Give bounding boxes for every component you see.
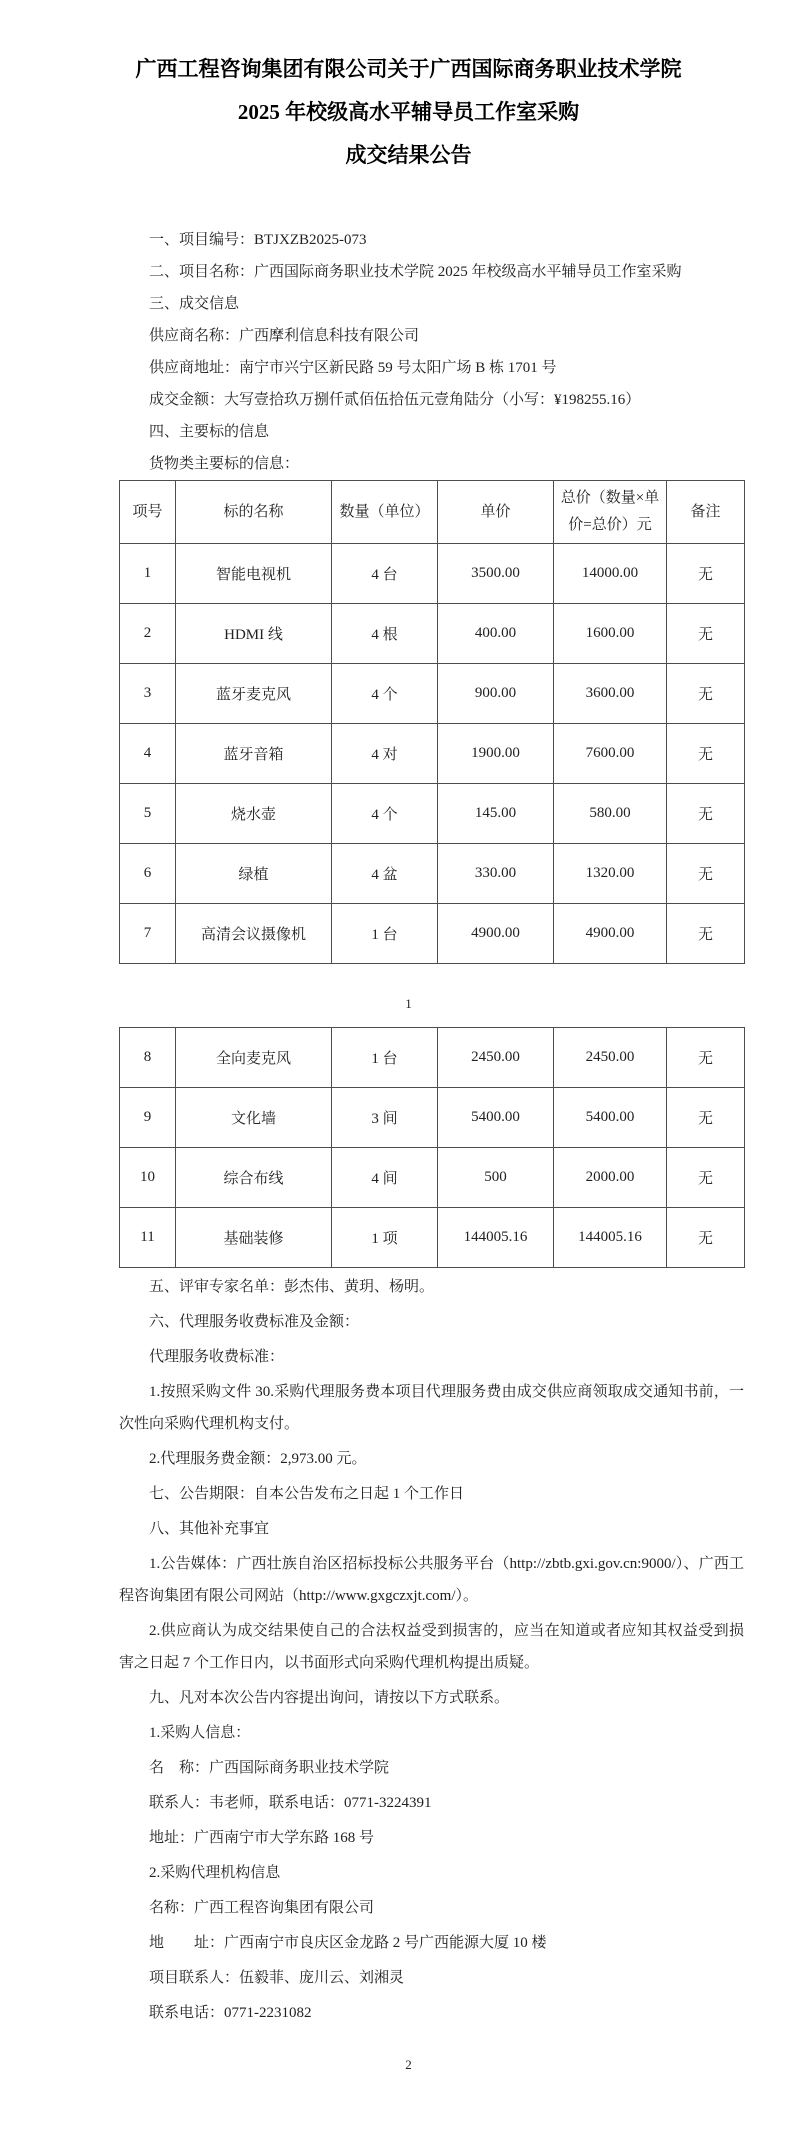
agency-phone-line: 联系电话：0771-2231082: [149, 2005, 312, 2021]
table-header-row: [120, 481, 745, 544]
project-name-line: 二、项目名称：广西国际商务职业技术学院 2025 年校级高水平辅导员工作室采购: [149, 264, 682, 280]
cell-unit-price: 1900.00: [438, 724, 554, 784]
cell-unit-price: 144005.16: [438, 1208, 554, 1268]
cell-item-no: 10: [120, 1148, 176, 1208]
goods-table-page2: [119, 1027, 745, 1268]
cell-unit-price: 3500.00: [438, 544, 554, 604]
cell-quantity: 4 个: [332, 784, 438, 844]
col-header-quantity: 数量（单位）: [332, 481, 438, 544]
supplier-name-line: 供应商名称：广西摩利信息科技有限公司: [149, 328, 420, 344]
goods-table-page1: [119, 480, 745, 964]
table-row: [120, 904, 745, 964]
intro-section: [119, 224, 744, 480]
cell-item-no: 5: [120, 784, 176, 844]
cell-item-name: 文化墙: [176, 1088, 332, 1148]
cell-quantity: 4 个: [332, 664, 438, 724]
cell-remark: 无: [667, 1208, 745, 1268]
cell-total-price: 7600.00: [554, 724, 667, 784]
agency-info-heading: 2.采购代理机构信息: [149, 1865, 281, 1881]
goods-info-label: 货物类主要标的信息：: [149, 456, 300, 472]
cell-item-name: 全向麦克风: [176, 1028, 332, 1088]
cell-item-name: 蓝牙麦克风: [176, 664, 332, 724]
col-header-total-price: 总价（数量×单价=总价）元: [554, 481, 667, 544]
cell-total-price: 580.00: [554, 784, 667, 844]
agency-address-line: 地 址：广西南宁市良庆区金龙路 2 号广西能源大厦 10 楼: [149, 1935, 547, 1951]
cell-total-price: 4900.00: [554, 904, 667, 964]
cell-quantity: 4 间: [332, 1148, 438, 1208]
purchaser-contact-line: 联系人：韦老师，联系电话：0771-3224391: [149, 1795, 432, 1811]
cell-quantity: 4 盆: [332, 844, 438, 904]
table-row: [120, 544, 745, 604]
cell-item-no: 8: [120, 1028, 176, 1088]
cell-total-price: 2000.00: [554, 1148, 667, 1208]
cell-remark: 无: [667, 904, 745, 964]
details-section: [119, 1271, 744, 2029]
announcement-period-line: 七、公告期限：自本公告发布之日起 1 个工作日: [149, 1486, 465, 1502]
experts-line: 五、评审专家名单：彭杰伟、黄玥、杨明。: [149, 1279, 435, 1295]
agency-name-line: 名称：广西工程咨询集团有限公司: [149, 1900, 375, 1916]
agency-fee-heading: 六、代理服务收费标准及金额：: [149, 1314, 360, 1330]
document-title: [73, 48, 744, 177]
other-heading: 八、其他补充事宜: [149, 1521, 270, 1537]
cell-item-no: 11: [120, 1208, 176, 1268]
purchaser-name-line: 名 称：广西国际商务职业技术学院: [149, 1760, 390, 1776]
cell-item-name: 基础装修: [176, 1208, 332, 1268]
cell-quantity: 4 对: [332, 724, 438, 784]
cell-item-no: 7: [120, 904, 176, 964]
cell-total-price: 1600.00: [554, 604, 667, 664]
col-header-unit-price: 单价: [438, 481, 554, 544]
cell-item-name: 蓝牙音箱: [176, 724, 332, 784]
table-row: [120, 664, 745, 724]
cell-remark: 无: [667, 1088, 745, 1148]
cell-total-price: 14000.00: [554, 544, 667, 604]
project-number-line: 一、项目编号：BTJXZB2025-073: [149, 232, 367, 248]
table-row: [120, 1028, 745, 1088]
agency-fee-clause-2: 2.代理服务费金额：2,973.00 元。: [149, 1451, 367, 1467]
table-row: [120, 1088, 745, 1148]
cell-item-no: 9: [120, 1088, 176, 1148]
other-clause-2: 2.供应商认为成交结果使自己的合法权益受到损害的，应当在知道或者应知其权益受到损害之日起 7 个工作日内，以书面形式向采购代理机构提出质疑。: [119, 1623, 744, 1671]
cell-item-no: 2: [120, 604, 176, 664]
cell-remark: 无: [667, 784, 745, 844]
cell-quantity: 3 间: [332, 1088, 438, 1148]
cell-item-name: 智能电视机: [176, 544, 332, 604]
purchaser-info-heading: 1.采购人信息：: [149, 1725, 251, 1741]
col-header-remark: 备注: [667, 481, 745, 544]
cell-total-price: 5400.00: [554, 1088, 667, 1148]
cell-total-price: 144005.16: [554, 1208, 667, 1268]
contact-heading: 九、凡对本次公告内容提出询问，请按以下方式联系。: [149, 1690, 510, 1706]
cell-quantity: 4 台: [332, 544, 438, 604]
cell-item-name: 烧水壶: [176, 784, 332, 844]
cell-quantity: 1 台: [332, 904, 438, 964]
cell-total-price: 3600.00: [554, 664, 667, 724]
cell-item-name: 高清会议摄像机: [176, 904, 332, 964]
agency-fee-clause-1: 1.按照采购文件 30.采购代理服务费本项目代理服务费由成交供应商领取成交通知书前，一次性向采购代理机构支付。: [119, 1384, 744, 1432]
cell-unit-price: 330.00: [438, 844, 554, 904]
table-row: [120, 1148, 745, 1208]
title-line-2: 2025 年校级高水平辅导员工作室采购: [237, 100, 580, 124]
cell-quantity: 4 根: [332, 604, 438, 664]
cell-unit-price: 2450.00: [438, 1028, 554, 1088]
cell-unit-price: 5400.00: [438, 1088, 554, 1148]
cell-remark: 无: [667, 664, 745, 724]
table-row: [120, 604, 745, 664]
other-clause-1: 1.公告媒体：广西壮族自治区招标投标公共服务平台（http://zbtb.gxi.gov.cn:9000/）、广西工程咨询集团有限公司网站（http://www.gxgczxjt.com/）。: [119, 1556, 744, 1604]
agency-project-contacts-line: 项目联系人：伍毅菲、庞川云、刘湘灵: [149, 1970, 405, 1986]
cell-item-name: 综合布线: [176, 1148, 332, 1208]
cell-unit-price: 400.00: [438, 604, 554, 664]
page-number-2: 2: [405, 2057, 412, 2072]
cell-remark: 无: [667, 1148, 745, 1208]
table-row: [120, 1208, 745, 1268]
table-row: [120, 844, 745, 904]
cell-remark: 无: [667, 1028, 745, 1088]
cell-quantity: 1 项: [332, 1208, 438, 1268]
cell-unit-price: 500: [438, 1148, 554, 1208]
cell-unit-price: 4900.00: [438, 904, 554, 964]
table-row: [120, 724, 745, 784]
deal-amount-line: 成交金额：大写壹拾玖万捌仟贰佰伍拾伍元壹角陆分（小写：¥198255.16）: [149, 392, 641, 408]
cell-total-price: 1320.00: [554, 844, 667, 904]
cell-unit-price: 145.00: [438, 784, 554, 844]
cell-item-name: HDMI 线: [176, 604, 332, 664]
title-line-1: 广西工程咨询集团有限公司关于广西国际商务职业技术学院: [135, 57, 682, 81]
purchaser-address-line: 地址：广西南宁市大学东路 168 号: [149, 1830, 375, 1846]
cell-remark: 无: [667, 544, 745, 604]
title-line-3: 成交结果公告: [345, 143, 472, 167]
col-header-item-name: 标的名称: [176, 481, 332, 544]
table-row: [120, 784, 745, 844]
cell-item-no: 1: [120, 544, 176, 604]
cell-item-no: 6: [120, 844, 176, 904]
cell-item-name: 绿植: [176, 844, 332, 904]
cell-remark: 无: [667, 724, 745, 784]
cell-remark: 无: [667, 604, 745, 664]
agency-fee-standard-label: 代理服务收费标准：: [149, 1349, 285, 1365]
supplier-address-line: 供应商地址：南宁市兴宁区新民路 59 号太阳广场 B 栋 1701 号: [149, 360, 557, 376]
cell-item-no: 3: [120, 664, 176, 724]
cell-unit-price: 900.00: [438, 664, 554, 724]
main-subject-heading: 四、主要标的信息: [149, 424, 270, 440]
deal-info-heading: 三、成交信息: [149, 296, 240, 312]
page-number-1: 1: [405, 996, 412, 1011]
cell-remark: 无: [667, 844, 745, 904]
cell-quantity: 1 台: [332, 1028, 438, 1088]
col-header-item-no: 项号: [120, 481, 176, 544]
cell-total-price: 2450.00: [554, 1028, 667, 1088]
cell-item-no: 4: [120, 724, 176, 784]
